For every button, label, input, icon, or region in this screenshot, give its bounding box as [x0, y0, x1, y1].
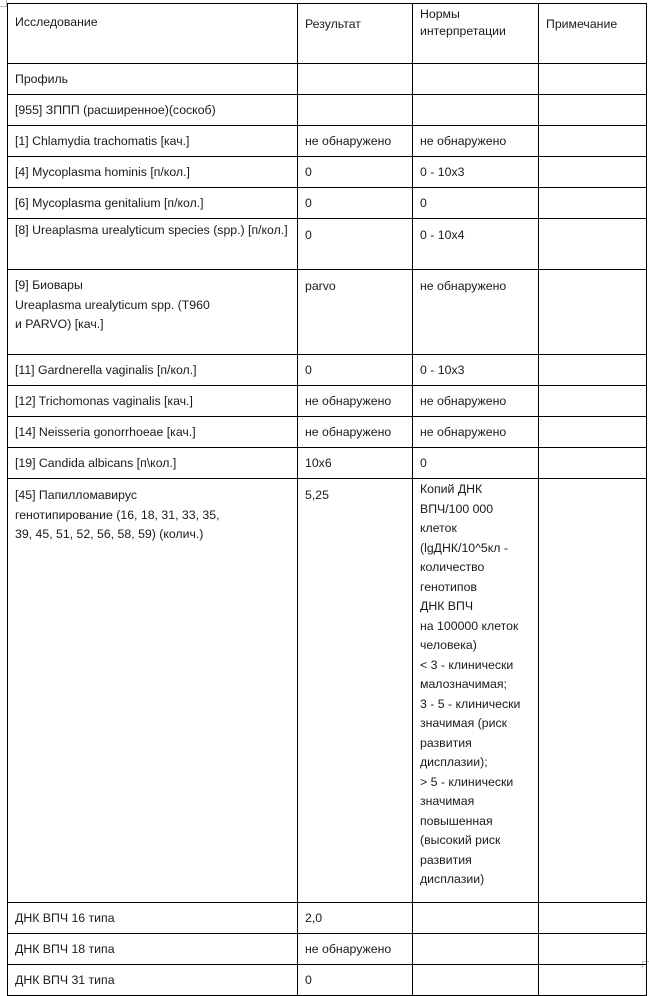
study-name: ДНК ВПЧ 31 типа — [15, 973, 115, 987]
table-row — [8, 355, 647, 386]
result-value: 2,0 — [305, 911, 323, 925]
study-cell — [8, 965, 298, 996]
table-row — [8, 903, 647, 934]
norm-line: дисплазии) — [420, 872, 485, 886]
table-row — [8, 188, 647, 219]
study-cell — [8, 355, 298, 386]
table-row — [8, 126, 647, 157]
result-value: 0 — [305, 228, 312, 242]
norm-cell — [413, 270, 539, 355]
norm-line: < 3 - клинически — [420, 657, 514, 672]
result-cell — [298, 448, 413, 479]
note-cell — [539, 417, 647, 448]
study-cell — [8, 270, 298, 355]
result-cell — [298, 219, 413, 270]
study-name-line: Ureaplasma urealyticum spp. (T960 — [15, 297, 210, 312]
result-cell — [298, 188, 413, 219]
norm-cell — [413, 95, 539, 126]
study-cell — [8, 219, 298, 270]
norm-line: на 100000 клеток — [420, 618, 519, 633]
study-cell — [8, 934, 298, 965]
study-cell — [8, 64, 298, 95]
note-cell — [539, 965, 647, 996]
header-note-label: Примечание — [546, 17, 618, 31]
table-row — [8, 448, 647, 479]
note-cell — [539, 934, 647, 965]
norm-line: ВПЧ/100 000 — [420, 501, 494, 516]
norm-line: развития — [420, 735, 472, 750]
header-note — [539, 4, 647, 64]
result-cell — [298, 270, 413, 355]
study-cell — [8, 386, 298, 417]
study-name: [14] Neisseria gonorrhoeae [кач.] — [15, 425, 196, 439]
note-cell — [539, 64, 647, 95]
header-result — [298, 4, 413, 64]
note-cell — [539, 95, 647, 126]
study-cell — [8, 126, 298, 157]
study-name: [11] Gardnerella vaginalis [п/кол.] — [15, 363, 197, 377]
study-name: [19] Candida albicans [п\кол.] — [15, 456, 177, 470]
note-cell — [539, 479, 647, 903]
norm-cell — [413, 386, 539, 417]
result-cell — [298, 64, 413, 95]
norm-cell — [413, 157, 539, 188]
result-cell — [298, 965, 413, 996]
table-row — [8, 219, 647, 270]
note-cell — [539, 448, 647, 479]
norm-value: 0 - 10x3 — [420, 165, 465, 179]
result-value: 0 — [305, 363, 312, 377]
norm-cell — [413, 479, 539, 903]
norm-cell — [413, 126, 539, 157]
result-cell — [298, 386, 413, 417]
norm-line: Копий ДНК — [420, 482, 483, 496]
result-value: 5,25 — [305, 488, 329, 502]
table-row — [8, 417, 647, 448]
norm-value: 0 - 10x4 — [420, 228, 465, 242]
study-name-line: 39, 45, 51, 52, 56, 58, 59) (колич.) — [15, 527, 204, 541]
table-row — [8, 157, 647, 188]
norm-cell — [413, 417, 539, 448]
norm-line: значимая (риск — [420, 716, 507, 730]
norm-line: развития — [420, 852, 472, 867]
note-cell — [539, 386, 647, 417]
study-name-line: генотипирование (16, 18, 31, 33, 35, — [15, 507, 220, 522]
norm-line: количество — [420, 560, 485, 574]
norm-cell — [413, 188, 539, 219]
result-value: 0 — [305, 196, 312, 210]
header-study — [8, 4, 298, 64]
table-row — [8, 479, 647, 903]
header-norms-label: Нормы интерпретации — [420, 7, 506, 38]
norm-cell — [413, 64, 539, 95]
result-value: не обнаружено — [305, 394, 392, 408]
norm-line: клеток — [420, 521, 457, 535]
norm-cell — [413, 355, 539, 386]
norm-cell — [413, 965, 539, 996]
page-corner-mark — [0, 0, 7, 7]
norm-line: малозначимая; — [420, 677, 507, 691]
norm-cell — [413, 903, 539, 934]
study-name-line: [9] Биовары — [15, 278, 83, 292]
result-value: не обнаружено — [305, 134, 392, 148]
norm-line: (lgДНК/10^5кл - — [420, 540, 508, 555]
result-value: 10x6 — [305, 456, 332, 470]
result-cell — [298, 95, 413, 126]
result-cell — [298, 355, 413, 386]
note-cell — [539, 157, 647, 188]
norm-value: 0 - 10x3 — [420, 363, 465, 377]
study-cell — [8, 417, 298, 448]
result-cell — [298, 934, 413, 965]
norm-cell — [413, 934, 539, 965]
study-name: [8] Ureaplasma urealyticum species (spp.) [п/кол.] — [15, 223, 288, 237]
study-name-line: и PARVO) [кач.] — [15, 317, 104, 331]
study-name: [955] ЗППП (расширенное)(соскоб) — [15, 103, 216, 117]
note-cell — [539, 219, 647, 270]
study-cell — [8, 157, 298, 188]
norm-value: 0 — [420, 456, 427, 470]
table-row — [8, 386, 647, 417]
note-cell — [539, 126, 647, 157]
study-name: ДНК ВПЧ 18 типа — [15, 942, 115, 956]
table-row — [8, 965, 647, 996]
study-cell — [8, 188, 298, 219]
study-name: [12] Trichomonas vaginalis [кач.] — [15, 394, 193, 408]
study-name: ДНК ВПЧ 16 типа — [15, 911, 115, 925]
note-cell — [539, 355, 647, 386]
note-cell — [539, 270, 647, 355]
header-norms — [413, 4, 539, 64]
study-cell — [8, 448, 298, 479]
norm-line: генотипов — [420, 579, 477, 594]
result-value: не обнаружено — [305, 425, 392, 439]
norm-line: человека) — [420, 638, 477, 652]
norm-line: > 5 - клинически — [420, 774, 514, 789]
note-cell — [539, 188, 647, 219]
norm-line: (высокий риск — [420, 833, 501, 847]
header-study-label: Исследование — [15, 15, 98, 29]
norm-value: не обнаружено — [420, 279, 507, 293]
study-name: Профиль — [15, 72, 69, 86]
header-result-label: Результат — [305, 17, 361, 31]
result-cell — [298, 903, 413, 934]
study-name-line: [45] Папилломавирус — [15, 488, 138, 502]
result-cell — [298, 126, 413, 157]
study-name: [6] Mycoplasma genitalium [п/кол.] — [15, 196, 204, 210]
norm-value: не обнаружено — [420, 134, 507, 148]
norm-line: ДНК ВПЧ — [420, 599, 474, 613]
table-row — [8, 95, 647, 126]
norm-line: значимая — [420, 794, 475, 808]
norm-cell — [413, 448, 539, 479]
norm-value: 0 — [420, 196, 427, 210]
norm-value: не обнаружено — [420, 394, 507, 408]
note-cell — [539, 903, 647, 934]
study-name: [1] Chlamydia trachomatis [кач.] — [15, 134, 190, 148]
norm-line: повышенная — [420, 813, 493, 828]
norm-line: 3 - 5 - клинически — [420, 696, 521, 711]
norm-line: дисплазии); — [420, 755, 488, 769]
table-row — [8, 270, 647, 355]
result-value: parvo — [305, 279, 336, 293]
study-cell — [8, 95, 298, 126]
norm-cell — [413, 219, 539, 270]
result-value: 0 — [305, 973, 312, 987]
study-name: [4] Mycoplasma hominis [п/кол.] — [15, 165, 190, 179]
result-value: не обнаружено — [305, 942, 392, 956]
table-row — [8, 934, 647, 965]
lab-results-table — [7, 3, 647, 996]
result-cell — [298, 417, 413, 448]
table-header-row — [8, 4, 647, 64]
study-cell — [8, 479, 298, 903]
norm-value: не обнаружено — [420, 425, 507, 439]
result-cell — [298, 479, 413, 903]
result-value: 0 — [305, 165, 312, 179]
result-cell — [298, 157, 413, 188]
table-row — [8, 64, 647, 95]
study-cell — [8, 903, 298, 934]
